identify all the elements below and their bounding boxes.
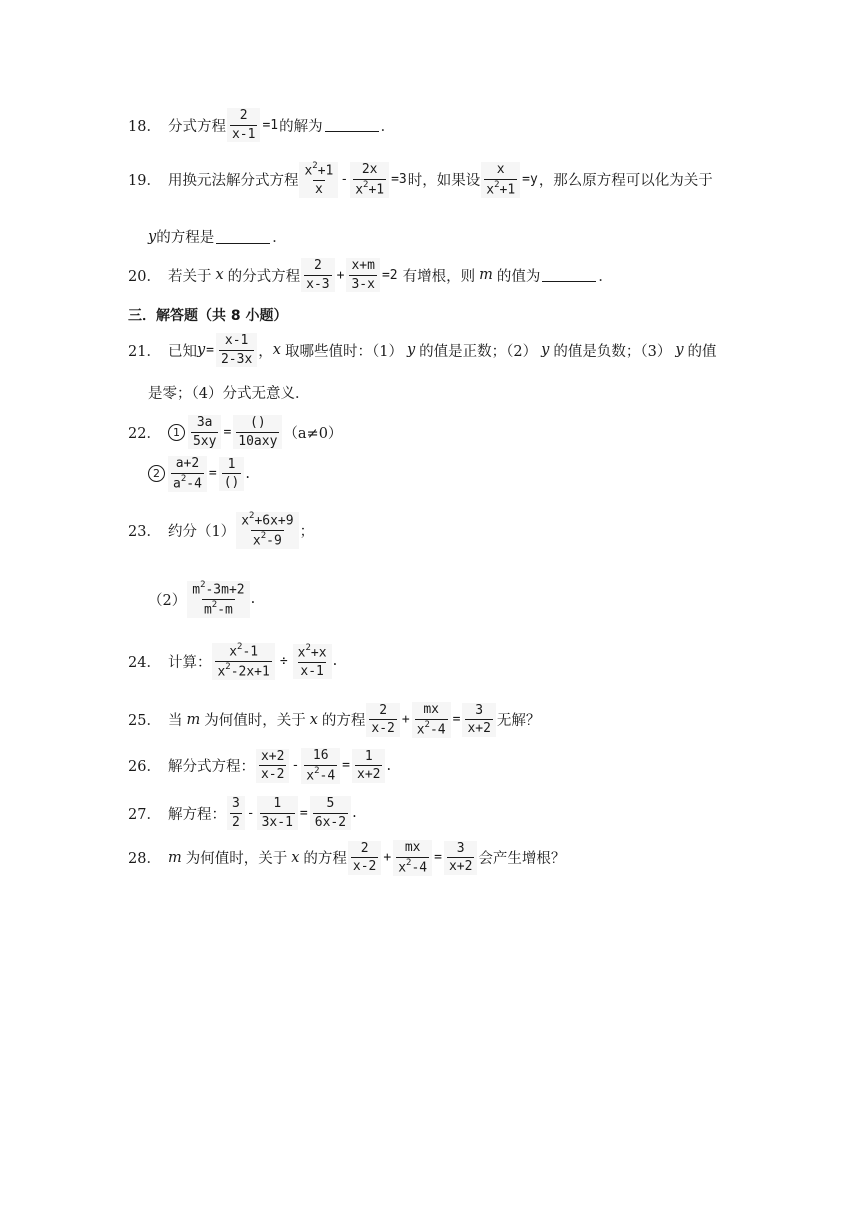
section-heading: 三．解答题（共 8 小题）: [128, 308, 288, 324]
question-20: 20． 若关于 x 的分式方程 $\frac{2}{x-3}$ + $\frac{x+m}{3-x}$ =2 有增根，则 m 的值为 ．: [128, 258, 613, 292]
question-number: 24．: [128, 654, 161, 671]
fraction: $\frac{x^2+1}{x}$: [299, 162, 338, 198]
question-21: 21． 已知 y = $\frac{x-1}{2-3x}$ ， x 取哪些值时：（1） y 的值是正数；（2） y 的值是负数；（3） y 的值: [128, 333, 717, 367]
question-number: 22．: [128, 425, 161, 442]
fraction: $\frac{16}{x^2-4}$: [301, 748, 340, 784]
fraction: $\frac{2x}{x^2+1}$: [350, 162, 389, 198]
question-24: 24． 计算： $\frac{x^2-1}{x^2-2x+1}$ ÷ $\frac{x^2+x}{x-1}$ .: [128, 642, 338, 680]
question-number: 28．: [128, 851, 161, 868]
fraction: $\frac{1}{x+2}$: [352, 749, 385, 783]
question-18: 18． 分式方程 $\frac{2}{x-1}$ =1 的解为 ．: [128, 108, 396, 142]
fraction: $\frac{3}{2}$: [227, 796, 245, 830]
fraction: $\frac{3}{x+2}$: [444, 841, 477, 875]
circled-number-2: 2: [148, 465, 165, 482]
fraction: $\frac{x+m}{3-x}$: [346, 258, 379, 292]
question-23-part-1: 23． 约分（1） $\frac{x^2+6x+9}{x^2-9}$ ；: [128, 511, 315, 549]
question-27: 27． 解方程： $\frac{3}{2}$ - $\frac{1}{3x-1}$ = $\frac{5}{6x-2}$ .: [128, 796, 357, 830]
question-25: 25． 当 m 为何值时，关于 x 的方程 $\frac{2}{x-2}$ + $\frac{mx}{x^2-4}$ = $\frac{3}{x+2}$ 无解？: [128, 702, 541, 737]
fraction: $\frac{x^2+6x+9}{x^2-9}$: [236, 512, 298, 549]
question-26: 26． 解分式方程： $\frac{x+2}{x-2}$ - $\frac{16}{x^2-4}$ = $\frac{1}{x+2}$ .: [128, 748, 392, 783]
question-19-continued: y 的方程是 ．: [148, 228, 287, 246]
question-number: 25．: [128, 713, 161, 730]
fraction: $\frac{2}{x-3}$: [301, 258, 334, 292]
question-number: 20．: [128, 268, 161, 285]
fraction: $\frac{2}{x-2}$: [366, 703, 399, 737]
question-number: 21．: [128, 343, 161, 360]
question-number: 23．: [128, 523, 161, 540]
fraction: $\frac{x^2-1}{x^2-2x+1}$: [212, 643, 274, 680]
fraction: $\frac{5}{6x-2}$: [310, 796, 351, 830]
question-22-part-2: 2 $\frac{a+2}{a^2-4}$ = $\frac{1}{()}$ .: [148, 456, 250, 492]
question-23-part-2: （2） $\frac{m^2-3m+2}{m^2-m}$ .: [148, 580, 256, 618]
fraction: $\frac{3a}{5xy}$: [188, 415, 221, 449]
answer-blank[interactable]: [325, 118, 379, 132]
question-21-continued: 是零；（4）分式无意义．: [148, 386, 310, 402]
fraction: $\frac{3}{x+2}$: [462, 703, 495, 737]
question-28: 28． m 为何值时，关于 x 的方程 $\frac{2}{x-2}$ + $\frac{mx}{x^2-4}$ = $\frac{3}{x+2}$ 会产生增根？: [128, 840, 566, 875]
fraction: $\frac{2}{x-1}$: [227, 108, 260, 142]
fraction: $\frac{x+2}{x-2}$: [256, 749, 289, 783]
question-number: 26．: [128, 759, 161, 776]
fraction: $\frac{x}{x^2+1}$: [481, 162, 520, 198]
question-number: 18．: [128, 118, 161, 135]
fraction: $\frac{2}{x-2}$: [348, 841, 381, 875]
question-19: 19． 用换元法解分式方程 $\frac{x^2+1}{x}$ - $\frac{2x}{x^2+1}$ =3 时，如果设 $\frac{x}{x^2+1}$ =y ，那么原方程可以化为关于: [128, 161, 713, 197]
question-text: 分式方程: [167, 118, 226, 135]
answer-blank[interactable]: [216, 230, 270, 244]
fraction: $\frac{1}{3x-1}$: [257, 796, 298, 830]
fraction: $\frac{()}{\text{10axy}}$: [233, 415, 282, 449]
circled-number-1: 1: [168, 424, 185, 441]
fraction: $\frac{1}{()}$: [219, 457, 245, 491]
fraction: $\frac{mx}{x^2-4}$: [393, 840, 432, 876]
answer-blank[interactable]: [542, 268, 596, 282]
fraction: $\frac{mx}{x^2-4}$: [412, 702, 451, 738]
fraction: $\frac{x-1}{2-3x}$: [216, 333, 257, 367]
fraction: $\frac{x^2+x}{x-1}$: [293, 644, 332, 680]
fraction: $\frac{m^2-3m+2}{m^2-m}$: [187, 581, 249, 618]
fraction: $\frac{a+2}{a^2-4}$: [168, 456, 207, 492]
question-22-part-1: 22． 1 $\frac{3a}{5xy}$ = $\frac{()}{\text{10axy}}$ （a≠0）: [128, 415, 343, 449]
question-number: 19．: [128, 173, 161, 190]
question-number: 27．: [128, 806, 161, 823]
